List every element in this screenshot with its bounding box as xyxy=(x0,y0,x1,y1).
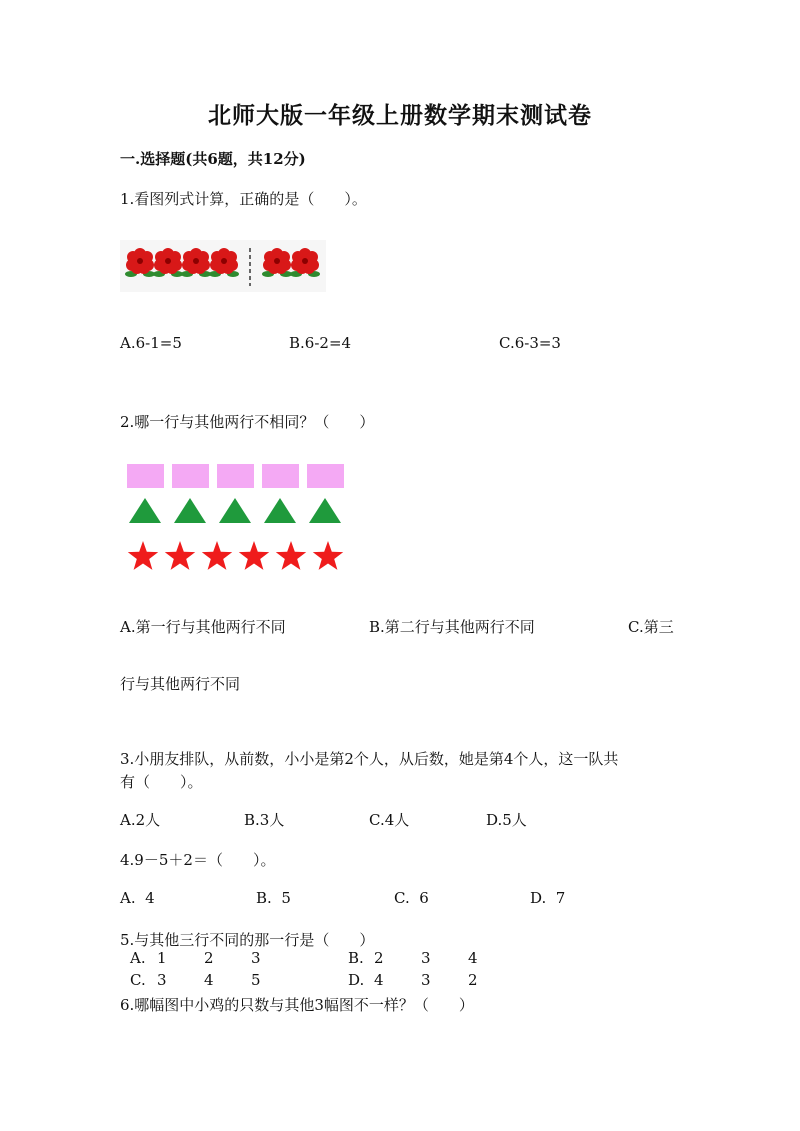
green-triangle-icon xyxy=(174,498,206,523)
green-triangle-icon xyxy=(309,498,341,523)
question-4-option-c: C. 6 xyxy=(394,889,429,907)
question-3-stem-line-2: 有（ ）。 xyxy=(120,773,203,791)
section-heading: 一.选择题(共6题，共12分) xyxy=(120,150,306,168)
question-2-option-c: C.第三 xyxy=(628,618,674,636)
question-1-flower-image xyxy=(120,240,326,292)
green-triangle-icon xyxy=(129,498,161,523)
question-5-stem: 5.与其他三行不同的那一行是（ ） xyxy=(120,931,375,949)
flower-icon xyxy=(209,248,239,277)
pink-square-icon xyxy=(172,464,209,488)
pink-square-icon xyxy=(127,464,164,488)
red-star-icon xyxy=(239,541,269,570)
question-2-option-a: A.第一行与其他两行不同 xyxy=(120,618,286,636)
question-5-option-b-label: B. xyxy=(348,949,364,967)
question-2-option-c-continued: 行与其他两行不同 xyxy=(120,675,241,693)
question-3-option-c: C.4人 xyxy=(369,811,410,829)
red-star-icon xyxy=(128,541,158,570)
flower-icon xyxy=(153,248,183,277)
pink-square-icon xyxy=(262,464,299,488)
question-5-option-a-label: A. xyxy=(130,949,146,967)
question-3-stem-line-1: 3.小朋友排队，从前数，小小是第2个人，从后数，她是第4个人，这一队共 xyxy=(120,750,619,768)
question-5-option-b-value: 2 xyxy=(374,949,384,967)
question-3-option-a: A.2人 xyxy=(120,811,161,829)
question-2-option-b: B.第二行与其他两行不同 xyxy=(369,618,535,636)
question-5-option-b-value: 3 xyxy=(421,949,431,967)
question-5-option-c-value: 5 xyxy=(251,971,261,989)
question-5-option-c-value: 3 xyxy=(157,971,167,989)
question-3-option-d: D.5人 xyxy=(486,811,527,829)
flower-icon xyxy=(181,248,211,277)
flower-illustration xyxy=(120,240,326,292)
question-4-option-b: B. 5 xyxy=(256,889,291,907)
question-5-option-d-label: D. xyxy=(348,971,365,989)
question-5-option-b-value: 4 xyxy=(468,949,478,967)
flower-icon xyxy=(290,248,320,277)
shapes-illustration xyxy=(123,460,348,578)
page-title: 北师大版一年级上册数学期末测试卷 xyxy=(208,102,592,129)
question-2-stem: 2.哪一行与其他两行不相同？（ ） xyxy=(120,413,375,431)
question-1-stem: 1.看图列式计算，正确的是（ ）。 xyxy=(120,190,367,208)
question-6-stem: 6.哪幅图中小鸡的只数与其他3幅图不一样？（ ） xyxy=(120,996,474,1014)
pink-square-icon xyxy=(307,464,344,488)
question-5-option-d-value: 3 xyxy=(421,971,431,989)
green-triangle-icon xyxy=(264,498,296,523)
question-4-stem: 4.9－5＋2＝（ ）。 xyxy=(120,851,276,869)
question-4-option-d: D. 7 xyxy=(530,889,566,907)
red-star-icon xyxy=(313,541,343,570)
question-5-option-d-value: 4 xyxy=(374,971,384,989)
red-star-icon xyxy=(165,541,195,570)
pink-square-icon xyxy=(217,464,254,488)
flower-icon xyxy=(125,248,155,277)
question-5-option-a-value: 3 xyxy=(251,949,261,967)
question-5-option-a-value: 1 xyxy=(157,949,167,967)
red-star-icon xyxy=(276,541,306,570)
question-5-option-c-value: 4 xyxy=(204,971,214,989)
question-1-option-c: C.6-3=3 xyxy=(499,334,561,352)
question-4-option-a: A. 4 xyxy=(120,889,155,907)
red-star-icon xyxy=(202,541,232,570)
green-triangle-icon xyxy=(219,498,251,523)
question-2-shapes-image xyxy=(123,460,348,578)
question-1-option-b: B.6-2=4 xyxy=(289,334,352,352)
flower-icon xyxy=(262,248,292,277)
question-5-option-c-label: C. xyxy=(130,971,146,989)
question-5-option-d-value: 2 xyxy=(468,971,478,989)
question-1-option-a: A.6-1=5 xyxy=(120,334,182,352)
question-3-option-b: B.3人 xyxy=(244,811,285,829)
question-5-option-a-value: 2 xyxy=(204,949,214,967)
